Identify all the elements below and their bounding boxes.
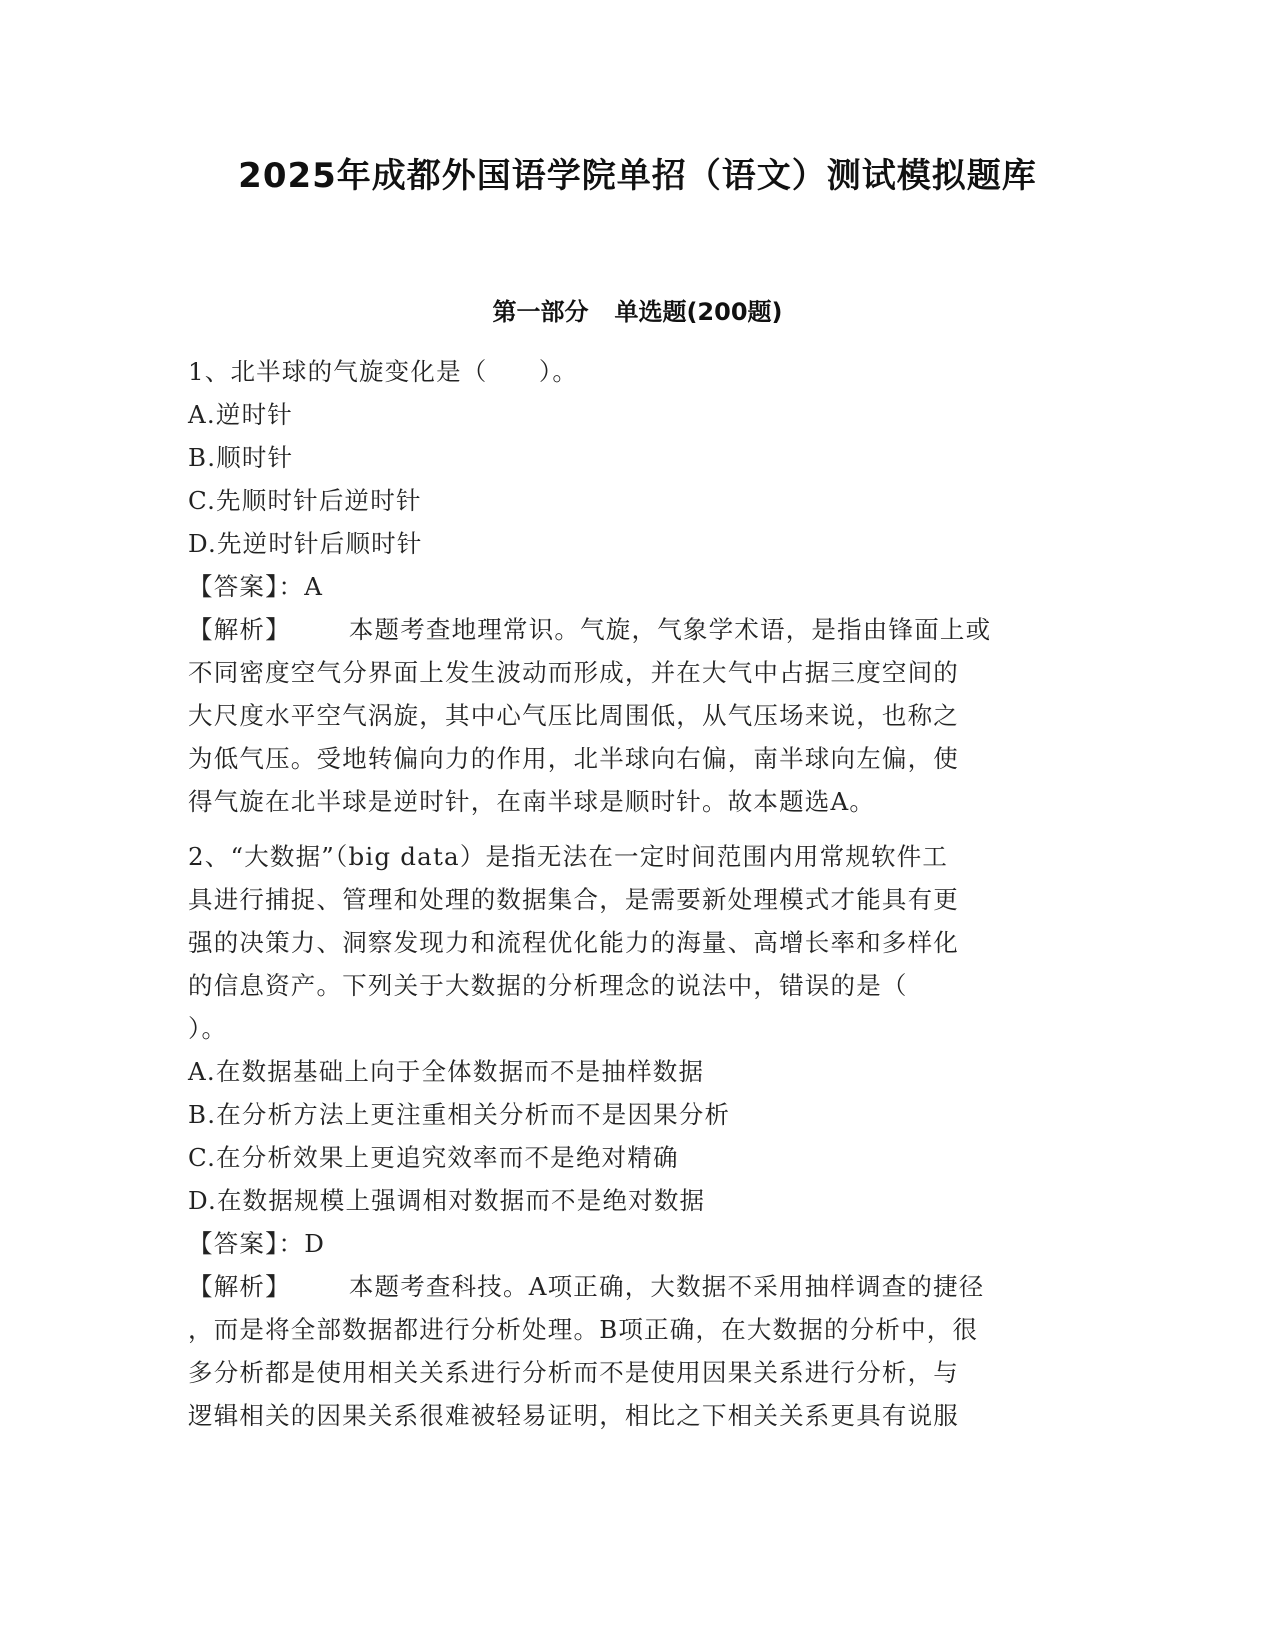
option-d: D.先逆时针后顺时针 [188, 529, 423, 558]
analysis-line: 得气旋在北半球是逆时针，在南半球是顺时针。故本题选A。 [188, 787, 876, 816]
question-stem-line: ）。 [188, 1014, 228, 1043]
question-1 [188, 350, 1083, 823]
question-2 [188, 835, 1083, 1437]
analysis-line: 不同密度空气分界面上发生波动而形成，并在大气中占据三度空间的 [188, 658, 959, 687]
option-a: A.逆时针 [188, 400, 293, 429]
analysis-line: 逻辑相关的因果关系很难被轻易证明，相比之下相关关系更具有说服 [188, 1401, 959, 1430]
option-b: B.顺时针 [188, 443, 294, 472]
question-stem-line: 的信息资产。下列关于大数据的分析理念的说法中，错误的是（ [188, 971, 908, 1000]
question-stem-line: 强的决策力、洞察发现力和流程优化能力的海量、高增长率和多样化 [188, 928, 959, 957]
analysis-line: 多分析都是使用相关关系进行分析而不是使用因果关系进行分析，与 [188, 1358, 959, 1387]
analysis-line [188, 608, 1083, 651]
answer-line: 【答案】：D [188, 1229, 326, 1258]
document-title: 2025年成都外国语学院单招（语文）测试模拟题库 [238, 156, 1037, 196]
section-title [0, 292, 1275, 327]
option-c: C.在分析效果上更追究效率而不是绝对精确 [188, 1143, 679, 1172]
option-d: D.在数据规模上强调相对数据而不是绝对数据 [188, 1186, 706, 1215]
option-c: C.先顺时针后逆时针 [188, 486, 422, 515]
question-stem-line: 1、北半球的气旋变化是（ ）。 [188, 357, 579, 386]
analysis-line: ，而是将全部数据都进行分析处理。B项正确，在大数据的分析中，很 [188, 1315, 979, 1344]
analysis-text: 本题考查地理常识。气旋，气象学术语，是指由锋面上或 [348, 615, 992, 644]
analysis-line: 为低气压。受地转偏向力的作用，北半球向右偏，南半球向左偏，使 [188, 744, 959, 773]
option-a: A.在数据基础上向于全体数据而不是抽样数据 [188, 1057, 705, 1086]
section-part: 第一部分 [492, 298, 589, 326]
analysis-label: 【解析】 [188, 615, 291, 644]
analysis-text: 本题考查科技。A项正确，大数据不采用抽样调查的捷径 [348, 1272, 985, 1301]
answer-line: 【答案】：A [188, 572, 324, 601]
analysis-line: 大尺度水平空气涡旋，其中心气压比周围低，从气压场来说，也称之 [188, 701, 959, 730]
question-stem-line: 具进行捕捉、管理和处理的数据集合，是需要新处理模式才能具有更 [188, 885, 959, 914]
question-stem-line: 2、“大数据”（big data）是指无法在一定时间范围内用常规软件工 [188, 842, 949, 871]
analysis-line [188, 1265, 1083, 1308]
question-list [188, 350, 1083, 1437]
analysis-label: 【解析】 [188, 1272, 291, 1301]
section-name: 单选题(200题) [614, 298, 783, 326]
option-b: B.在分析方法上更注重相关分析而不是因果分析 [188, 1100, 731, 1129]
